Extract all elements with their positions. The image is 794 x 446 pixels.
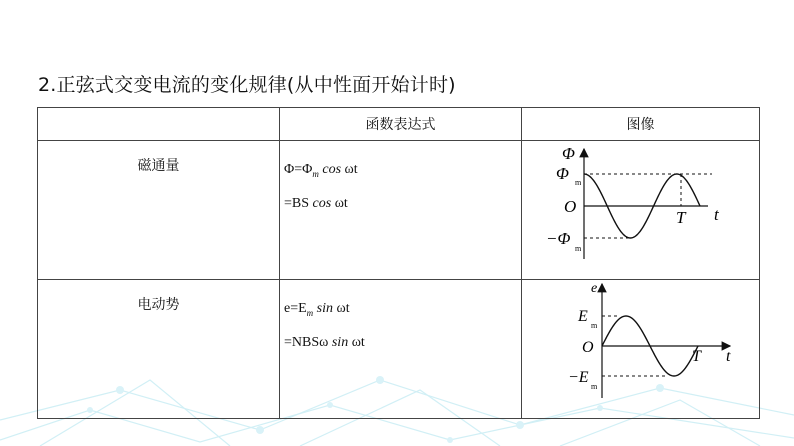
graph-cell — [522, 280, 760, 419]
quantity-cell: 磁通量 — [38, 141, 280, 280]
max-label: Φ — [556, 164, 569, 183]
min-label: −Φ — [546, 229, 571, 248]
quantity-cell: 电动势 — [38, 280, 280, 419]
period-label: T — [676, 208, 686, 227]
period-label: T — [692, 348, 701, 365]
page-title: 2.正弦式交变电流的变化规律(从中性面开始计时) — [38, 74, 456, 96]
table-row-emf — [38, 280, 760, 419]
max-label-sub: m — [591, 321, 598, 330]
y-axis-label: e — [591, 281, 598, 296]
header-cell-graph: 图像 — [522, 108, 760, 141]
header-cell-expression: 函数表达式 — [280, 108, 522, 141]
comparison-table — [37, 107, 760, 419]
origin-label: O — [582, 339, 594, 356]
min-label: −E — [568, 369, 589, 386]
graph-cell — [522, 141, 760, 280]
table-header-row — [38, 108, 760, 141]
origin-label: O — [564, 197, 577, 216]
expression-line-2: =BS cos ωt — [284, 195, 348, 211]
min-label-sub: m — [591, 382, 598, 391]
x-axis-label: t — [726, 348, 731, 365]
expression-line-1: $e=E_m$ sin ωt — [284, 301, 350, 318]
y-axis-label: Φ — [562, 144, 575, 163]
min-label-sub: m — [575, 244, 582, 253]
expression-line-1: $\Phi=\Phi_m$ cos ωt — [284, 162, 358, 179]
max-label-sub: m — [575, 178, 582, 187]
flux-cos-graph — [522, 141, 760, 265]
x-axis-label: t — [714, 205, 719, 224]
expression-cell — [280, 280, 522, 419]
max-label: E — [578, 308, 588, 325]
emf-sin-graph — [522, 280, 760, 404]
header-cell-blank — [38, 108, 280, 141]
expression-cell — [280, 141, 522, 280]
expression-line-2: =NBSω sin ωt — [284, 334, 365, 350]
table-row-flux — [38, 141, 760, 280]
